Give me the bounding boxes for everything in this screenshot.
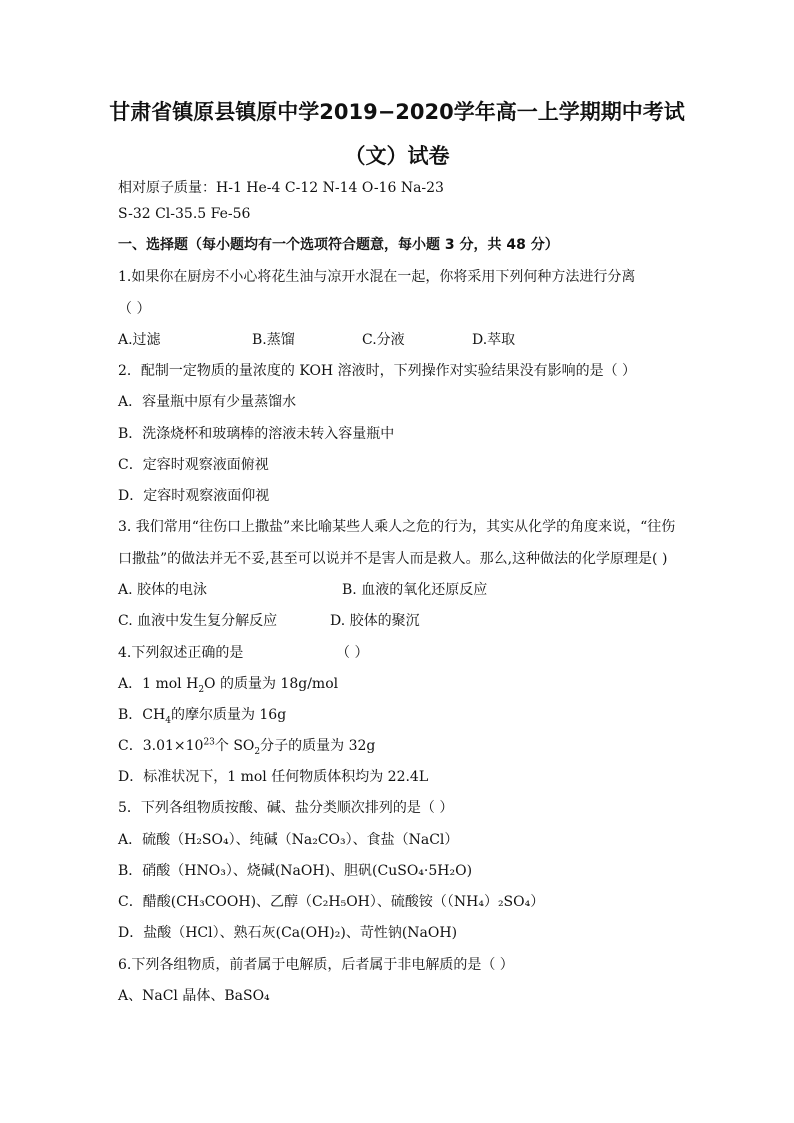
q1-option-a: A.过滤 bbox=[118, 332, 161, 348]
q5-stem: 5．下列各组物质按酸、碱、盐分类顺次排列的是（ ） bbox=[118, 800, 454, 816]
q2-option-c: C．定容时观察液面俯视 bbox=[118, 457, 269, 473]
q3-option-b: B. 血液的氧化还原反应 bbox=[342, 582, 488, 598]
q2-stem: 2．配制一定物质的量浓度的 KOH 溶液时，下列操作对实验结果没有影响的是（ ） bbox=[118, 363, 637, 379]
exam-title-line2: （文）试卷 bbox=[344, 144, 450, 168]
q1-option-c: C.分液 bbox=[362, 332, 405, 348]
q3-option-a: A. 胶体的电泳 bbox=[118, 582, 208, 598]
q4-option-b: B．$CH_4$的摩尔质量为 16g bbox=[118, 707, 287, 726]
q5-option-d: D．盐酸（HCl）、熟石灰(Ca(OH)₂)、苛性钠(NaOH) bbox=[118, 925, 458, 941]
atomic-masses-line1: 相对原子质量：H-1 He-4 C-12 N-14 O-16 Na-23 bbox=[118, 180, 444, 196]
q3-option-d: D. 胶体的聚沉 bbox=[330, 613, 420, 629]
q6-stem: 6.下列各组物质，前者属于电解质，后者属于非电解质的是（ ） bbox=[118, 957, 514, 973]
q2-option-d: D．定容时观察液面仰视 bbox=[118, 488, 270, 504]
q1-paren: （ ） bbox=[118, 301, 151, 317]
exam-title-line1: 甘肃省镇原县镇原中学2019−2020学年高一上学期期中考试 bbox=[109, 100, 685, 124]
q3-stem-line1: 3. 我们常用“往伤口上撒盐”来比喻某些人乘人之危的行为，其实从化学的角度来说，“往伤 bbox=[118, 519, 676, 535]
q4-option-a: A．1 mol $H_2O$ 的质量为 18g/mol bbox=[118, 676, 339, 695]
q5-option-a: A．硫酸（H₂SO₄）、纯碱（Na₂CO₃）、食盐（NaCl） bbox=[118, 832, 459, 848]
q4-paren: （ ） bbox=[336, 645, 369, 661]
q3-stem-line2: 口撒盐”的做法并无不妥,甚至可以说并不是害人而是救人。那么,这种做法的化学原理是( ) bbox=[118, 551, 668, 567]
atomic-masses-line2: S-32 Cl-35.5 Fe-56 bbox=[118, 206, 251, 222]
q4-stem: 4.下列叙述正确的是 bbox=[118, 645, 244, 661]
section-heading: 一、选择题（每小题均有一个选项符合题意，每小题 3 分，共 48 分） bbox=[118, 237, 559, 253]
q1-option-d: D.萃取 bbox=[472, 332, 516, 348]
q5-option-b: B．硝酸（HNO₃）、烧碱(NaOH)、胆矾(CuSO₄·5H₂O) bbox=[118, 863, 473, 879]
q4-option-c: C．$3.01\times 10^{23}$个 $SO_2$分子的质量为 32g bbox=[118, 737, 376, 757]
q1-stem: 1.如果你在厨房不小心将花生油与凉开水混在一起，你将采用下列何种方法进行分离 bbox=[118, 269, 636, 285]
q3-option-c: C. 血液中发生复分解反应 bbox=[118, 613, 278, 629]
q4-option-d: D．标准状况下，1 mol 任何物质体积均为 22.4L bbox=[118, 769, 429, 785]
q6-option-a: A、NaCl 晶体、BaSO₄ bbox=[118, 988, 270, 1004]
q2-option-a: A．容量瓶中原有少量蒸馏水 bbox=[118, 394, 297, 410]
q2-option-b: B．洗涤烧杯和玻璃棒的溶液未转入容量瓶中 bbox=[118, 426, 395, 442]
q1-option-b: B.蒸馏 bbox=[252, 332, 295, 348]
q5-option-c: C．醋酸(CH₃COOH)、乙醇（C₂H₅OH）、硫酸铵（（NH₄）₂SO₄） bbox=[118, 894, 545, 910]
